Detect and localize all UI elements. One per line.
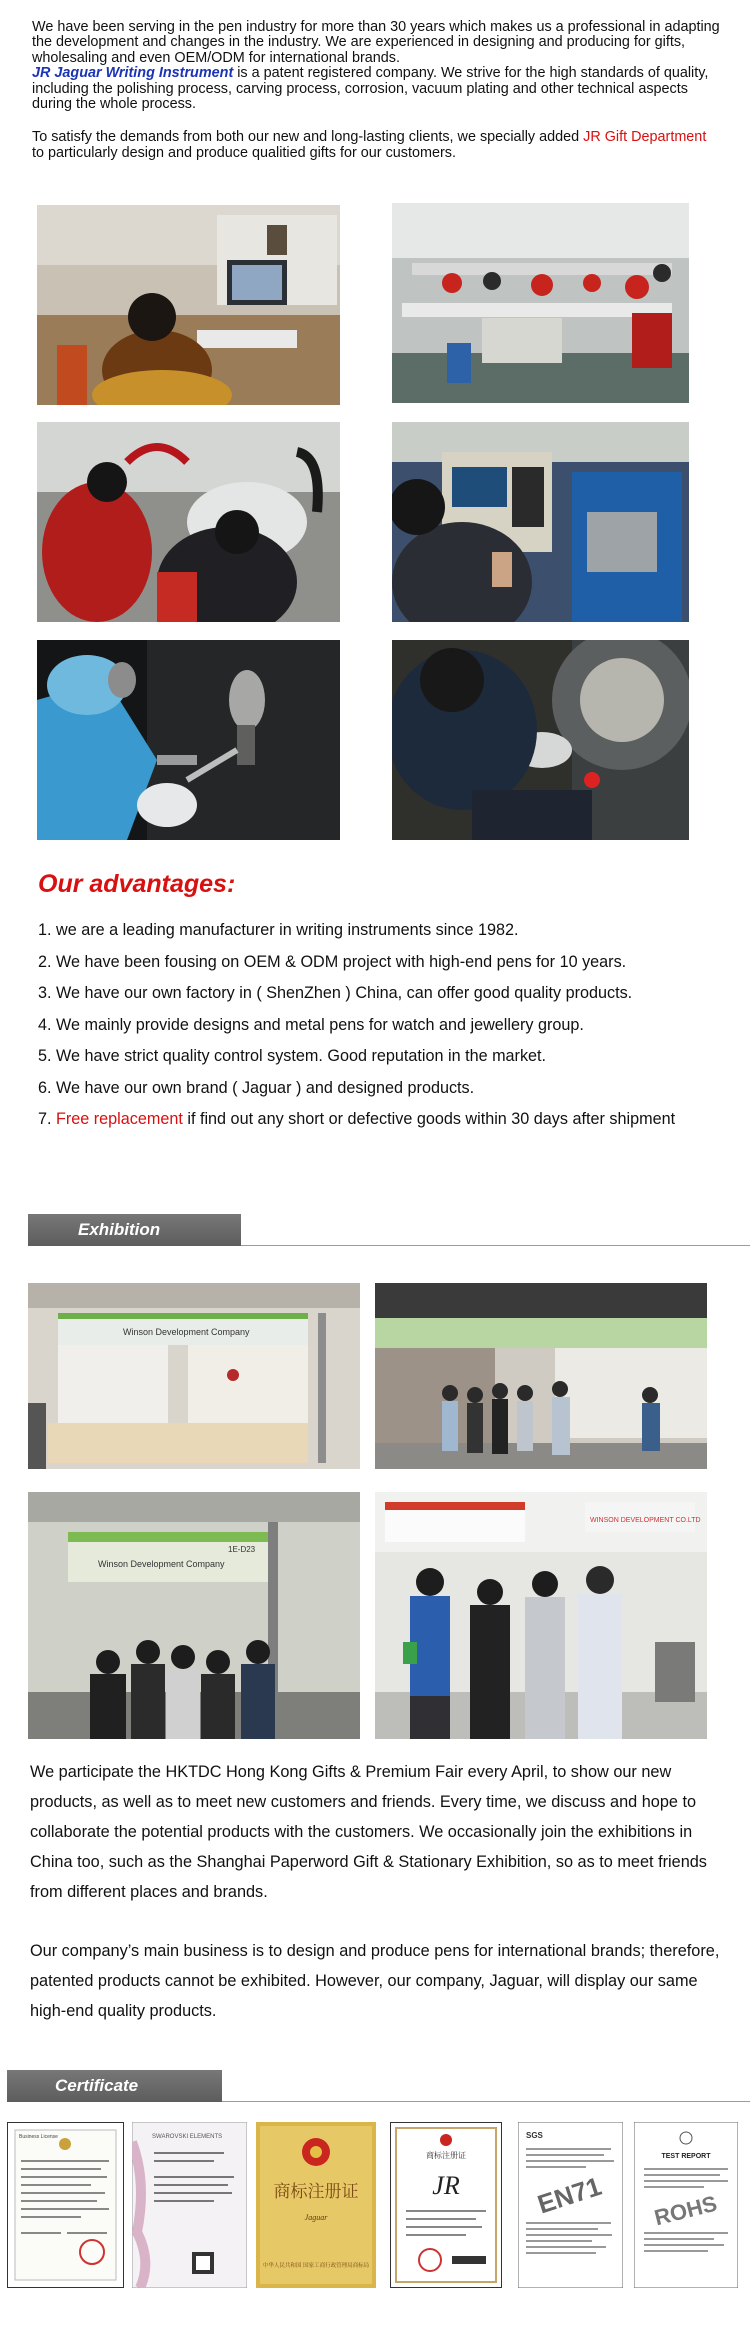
exhibition-heading: Exhibition bbox=[28, 1214, 241, 1246]
cert-3-footer: 中华人民共和国 国家工商行政管理局商标局 bbox=[262, 2263, 370, 2269]
exhibition-paragraph-1: We participate the HKTDC Hong Kong Gifts & Premium Fair every April, to show our new products, as well as to meet new customers and friends. Every time, we discuss and hope to collaborate the potential products with the customers. We occasionally join the exhibitions in China too, such as the Shanghai Paperword Gift & Stationary Exhibition, so as to meet friends from different places and brands. bbox=[30, 1763, 707, 1901]
advantage-item: 5. We have strict quality control system. Good reputation in the market. bbox=[38, 1047, 547, 1065]
booth-number: 1E-D23 bbox=[228, 1545, 256, 1554]
factory-photo-polishing bbox=[37, 422, 340, 622]
exhibition-photo-group-aisle bbox=[375, 1283, 707, 1469]
certificate-trademark-jaguar bbox=[256, 2122, 376, 2288]
cert-4-label: 商标注册证 bbox=[426, 2151, 466, 2160]
booth-sign-2: WINSON DEVELOPMENT CO.LTD bbox=[590, 1517, 701, 1524]
factory-photo-cnc bbox=[392, 422, 689, 622]
factory-photo-grinding bbox=[392, 640, 689, 840]
booth-sign-team: Winson Development Company bbox=[98, 1559, 225, 1569]
advantages-title: Our advantages: bbox=[38, 870, 236, 898]
advantages-list bbox=[38, 915, 728, 1136]
cert-4-mark: JR bbox=[432, 2171, 460, 2200]
cert-3-label: 商标注册证 bbox=[273, 2182, 359, 2202]
cert-5-label: SGS bbox=[526, 2131, 543, 2140]
certificate-divider bbox=[222, 2101, 750, 2102]
free-replacement-highlight: Free replacement bbox=[56, 1110, 183, 1128]
exhibition-photo-booth-team bbox=[28, 1492, 360, 1739]
intro-paragraph-2: To satisfy the demands from both our new and long-lasting clients, we specially added JR Gift Department to particularly design and produce qualitied gifts for our customers. bbox=[32, 129, 707, 161]
advantage-item: 3. We have our own factory in ( ShenZhen ) China, can offer good quality products. bbox=[38, 984, 633, 1002]
certificate-heading: Certificate bbox=[7, 2070, 222, 2102]
advantage-item: 4. We mainly provide designs and metal pens for watch and jewellery group. bbox=[38, 1015, 584, 1034]
advantage-item: 2. We have been fousing on OEM & ODM project with high-end pens for 10 years. bbox=[38, 952, 627, 971]
advantage-item: 1. we are a leading manufacturer in writing instruments since 1982. bbox=[38, 921, 519, 939]
booth-sign: Winson Development Company bbox=[123, 1327, 250, 1337]
advantage-item-free-replacement: 7. Free replacement if find out any short or defective goods within 30 days after shipment bbox=[38, 1110, 676, 1128]
certificate-trademark-jr bbox=[390, 2122, 502, 2288]
gift-department-highlight: JR Gift Department bbox=[583, 129, 707, 146]
cert-3-sub: Jaguar bbox=[304, 2213, 328, 2222]
certificate-rohs-test-report bbox=[634, 2122, 738, 2288]
factory-photo-office bbox=[37, 205, 340, 405]
certificate-business-license bbox=[7, 2122, 124, 2288]
exhibition-photo-booth bbox=[28, 1283, 360, 1469]
cert-6-mark: ROHS bbox=[651, 2190, 720, 2231]
exhibition-divider bbox=[241, 1245, 750, 1246]
exhibition-photo-visitors bbox=[375, 1492, 707, 1739]
cert-6-label: TEST REPORT bbox=[661, 2153, 711, 2160]
cert-2-label: SWAROVSKI ELEMENTS bbox=[152, 2134, 223, 2140]
intro-paragraph-1: We have been serving in the pen industry for more than 30 years which makes us a professional in adapting the development and changes in the industry. We are experienced in designing and producing for gifts, wholesaling and even OEM/ODM for international brands. JR Jaguar Writing Instrument is a patent registered company. We strive for the high standards of quality, including the polishing process, carving process, corrosion, vacuum plating and other technical aspects during the whole process. bbox=[32, 19, 720, 113]
certificate-swarovski bbox=[132, 2122, 247, 2288]
certificate-sgs-en71 bbox=[518, 2122, 623, 2288]
cert-1-label: Business License bbox=[19, 2134, 58, 2140]
exhibition-paragraph-2: Our company’s main business is to design and produce pens for international brands; therefore, patented products cannot be exhibited. However, our company, Jaguar, will display our same high-end quality products. bbox=[30, 1942, 720, 2020]
factory-photo-assembly-floor bbox=[392, 203, 689, 403]
intro-text bbox=[32, 20, 722, 179]
factory-photo-spray-painting bbox=[37, 640, 340, 840]
advantage-item: 6. We have our own brand ( Jaguar ) and designed products. bbox=[38, 1078, 475, 1097]
cert-5-mark: EN71 bbox=[533, 2170, 605, 2220]
brand-name: JR Jaguar Writing Instrument bbox=[32, 65, 234, 82]
